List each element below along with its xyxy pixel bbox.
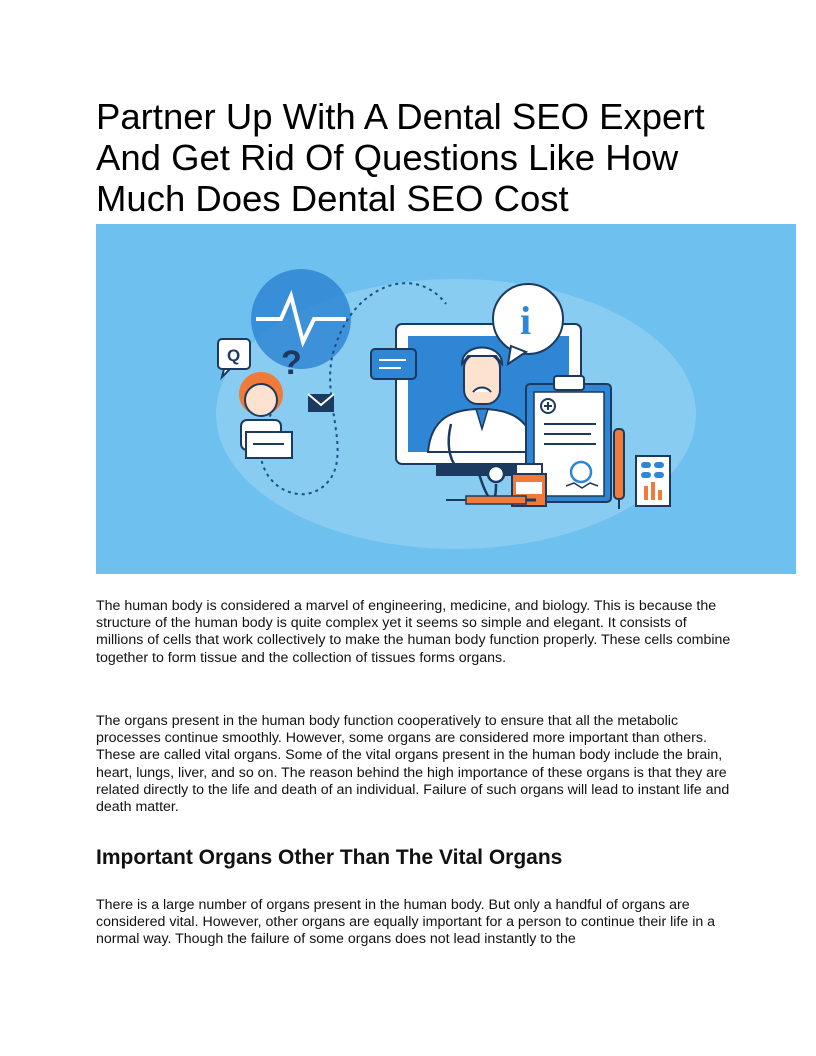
thermometer-icon — [614, 429, 624, 509]
body-paragraph: The organs present in the human body function cooperatively to ensure that all the metabolic processes continue smoothly. However, some organs are considered more important than others. These are called vital organs. Some of the vital organs present in the human body include the brain, heart, lungs, liver, and so on. The reason behind the high importance of these organs is that they are related directly to the life and death of an individual. Failure of such organs will lead to instant life and death matter. — [96, 713, 730, 816]
question-mark-icon: ? — [281, 344, 302, 382]
chat-bubble — [371, 349, 416, 379]
pill-box-icon — [636, 456, 670, 506]
page-title: Partner Up With A Dental SEO Expert And Get Rid Of Questions Like How Much Does Dental SEO Cost — [96, 96, 705, 219]
svg-text:Q: Q — [227, 346, 241, 365]
envelope-icon — [308, 394, 334, 412]
body-paragraph: The human body is considered a marvel of engineering, medicine, and biology. This is because the structure of the human body is quite complex yet it seems so simple and elegant. It consists of millions of cells that work collectively to make the human body function properly. These cells combine together to form tissue and the collection of tissues forms organs. — [96, 598, 731, 666]
body-paragraph: There is a large number of organs present in the human body. But only a handful of organs are considered vital. However, other organs are equally important for a person to continue their life in a normal way. Though the failure of some organs does not lead instantly to the — [96, 897, 716, 948]
hero-illustration — [96, 224, 796, 574]
svg-text:i: i — [520, 298, 532, 343]
telemedicine-illustration — [96, 224, 796, 574]
section-heading: Important Organs Other Than The Vital Organs — [96, 846, 563, 869]
